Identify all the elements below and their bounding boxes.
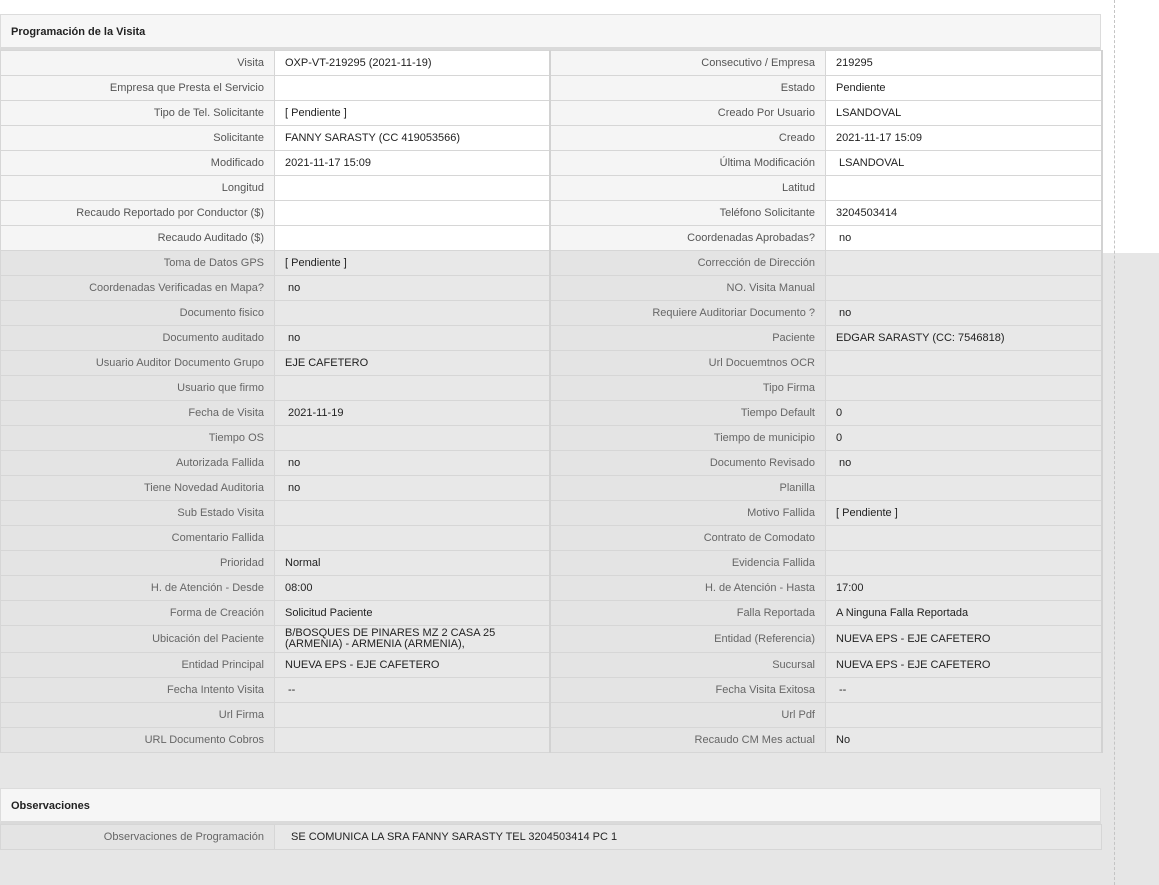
- field-value: [275, 176, 550, 201]
- field-label: Url Pdf: [550, 703, 826, 728]
- field-row: [1, 301, 1102, 326]
- field-value: Solicitud Paciente: [275, 601, 550, 626]
- field-row: [1, 451, 1102, 476]
- field-value: 2021-11-17 15:09: [826, 126, 1102, 151]
- field-label: Coordenadas Aprobadas?: [550, 226, 826, 251]
- field-value: 2021-11-19: [275, 401, 550, 426]
- field-value: NUEVA EPS - EJE CAFETERO: [826, 626, 1102, 653]
- field-row: [1, 76, 1102, 101]
- field-row: [1, 251, 1102, 276]
- field-value: [826, 526, 1102, 551]
- field-label: H. de Atención - Desde: [1, 576, 275, 601]
- field-value: no: [275, 326, 550, 351]
- field-value: [826, 176, 1102, 201]
- field-row: [1, 551, 1102, 576]
- field-value: [275, 526, 550, 551]
- field-row: [1, 101, 1102, 126]
- field-value: 3204503414: [826, 201, 1102, 226]
- field-label: H. de Atención - Hasta: [550, 576, 826, 601]
- programacion-header: Programación de la Visita: [0, 14, 1101, 50]
- field-label: Tipo de Tel. Solicitante: [1, 101, 275, 126]
- field-row: [1, 401, 1102, 426]
- field-label: Consecutivo / Empresa: [550, 51, 826, 76]
- observaciones-label: Observaciones de Programación: [1, 825, 275, 850]
- field-row: [1, 728, 1102, 753]
- field-label: Latitud: [550, 176, 826, 201]
- field-row: [1, 176, 1102, 201]
- field-label: Planilla: [550, 476, 826, 501]
- field-value: [275, 501, 550, 526]
- field-value: [826, 276, 1102, 301]
- field-label: URL Documento Cobros: [1, 728, 275, 753]
- field-value: Normal: [275, 551, 550, 576]
- field-value: [275, 728, 550, 753]
- field-label: Modificado: [1, 151, 275, 176]
- field-value: [275, 226, 550, 251]
- field-row: [1, 376, 1102, 401]
- field-value: [ Pendiente ]: [275, 251, 550, 276]
- field-value: [275, 76, 550, 101]
- field-label: Última Modificación: [550, 151, 826, 176]
- field-label: Tiempo de municipio: [550, 426, 826, 451]
- field-row: [1, 653, 1102, 678]
- field-value: 08:00: [275, 576, 550, 601]
- field-label: NO. Visita Manual: [550, 276, 826, 301]
- field-label: Entidad Principal: [1, 653, 275, 678]
- field-value: [826, 551, 1102, 576]
- field-row: [1, 351, 1102, 376]
- field-value: --: [826, 678, 1102, 703]
- field-label: Fecha Intento Visita: [1, 678, 275, 703]
- field-label: Sucursal: [550, 653, 826, 678]
- field-label: Ubicación del Paciente: [1, 626, 275, 653]
- field-label: Recaudo CM Mes actual: [550, 728, 826, 753]
- field-row: [1, 526, 1102, 551]
- field-label: Documento auditado: [1, 326, 275, 351]
- field-label: Paciente: [550, 326, 826, 351]
- field-value: [826, 376, 1102, 401]
- field-label: Tiene Novedad Auditoria: [1, 476, 275, 501]
- field-label: Usuario Auditor Documento Grupo: [1, 351, 275, 376]
- field-value: [275, 376, 550, 401]
- field-value: No: [826, 728, 1102, 753]
- field-label: Entidad (Referencia): [550, 626, 826, 653]
- field-value: Pendiente: [826, 76, 1102, 101]
- field-label: Recaudo Reportado por Conductor ($): [1, 201, 275, 226]
- field-value: 2021-11-17 15:09: [275, 151, 550, 176]
- field-label: Comentario Fallida: [1, 526, 275, 551]
- field-label: Solicitante: [1, 126, 275, 151]
- field-value: LSANDOVAL: [826, 101, 1102, 126]
- field-value: 219295: [826, 51, 1102, 76]
- programacion-panel: [0, 14, 1101, 753]
- field-label: Empresa que Presta el Servicio: [1, 76, 275, 101]
- field-label: Longitud: [1, 176, 275, 201]
- field-value: no: [275, 276, 550, 301]
- field-value: FANNY SARASTY (CC 419053566): [275, 126, 550, 151]
- field-label: Evidencia Fallida: [550, 551, 826, 576]
- observaciones-header: Observaciones: [0, 788, 1101, 824]
- field-value: EJE CAFETERO: [275, 351, 550, 376]
- field-label: Tiempo OS: [1, 426, 275, 451]
- field-label: Creado Por Usuario: [550, 101, 826, 126]
- field-row: [1, 703, 1102, 728]
- field-row: [1, 226, 1102, 251]
- field-row: [1, 126, 1102, 151]
- dashed-divider: [1114, 0, 1115, 885]
- field-label: Estado: [550, 76, 826, 101]
- field-value: NUEVA EPS - EJE CAFETERO: [826, 653, 1102, 678]
- field-value: [275, 201, 550, 226]
- programacion-table: [0, 50, 1103, 753]
- observaciones-value: SE COMUNICA LA SRA FANNY SARASTY TEL 3204503414 PC 1: [275, 825, 1102, 850]
- field-row: [1, 201, 1102, 226]
- field-value: --: [275, 678, 550, 703]
- field-label: Forma de Creación: [1, 601, 275, 626]
- field-label: Url Firma: [1, 703, 275, 728]
- field-label: Visita: [1, 51, 275, 76]
- field-row: [1, 678, 1102, 703]
- field-label: Recaudo Auditado ($): [1, 226, 275, 251]
- field-label: Toma de Datos GPS: [1, 251, 275, 276]
- field-value: no: [275, 476, 550, 501]
- programacion-rows: [1, 51, 1102, 753]
- field-row: [1, 276, 1102, 301]
- field-label: Coordenadas Verificadas en Mapa?: [1, 276, 275, 301]
- field-value: [826, 351, 1102, 376]
- field-row: [1, 626, 1102, 653]
- field-value: no: [826, 301, 1102, 326]
- field-label: Documento Revisado: [550, 451, 826, 476]
- field-value: [826, 251, 1102, 276]
- observaciones-table: [0, 824, 1102, 850]
- field-label: Sub Estado Visita: [1, 501, 275, 526]
- field-label: Falla Reportada: [550, 601, 826, 626]
- field-value: NUEVA EPS - EJE CAFETERO: [275, 653, 550, 678]
- field-row: [1, 51, 1102, 76]
- field-label: Motivo Fallida: [550, 501, 826, 526]
- field-value: A Ninguna Falla Reportada: [826, 601, 1102, 626]
- field-value: [275, 301, 550, 326]
- observaciones-panel: [0, 788, 1101, 850]
- field-value: [826, 476, 1102, 501]
- field-value: [ Pendiente ]: [275, 101, 550, 126]
- field-row: [1, 501, 1102, 526]
- field-value: [275, 703, 550, 728]
- field-label: Url Docuemtnos OCR: [550, 351, 826, 376]
- field-label: Tiempo Default: [550, 401, 826, 426]
- field-value: LSANDOVAL: [826, 151, 1102, 176]
- field-row: [1, 426, 1102, 451]
- field-value: B/BOSQUES DE PINARES MZ 2 CASA 25 (ARMENIA) - ARMENIA (ARMENIA),: [275, 626, 550, 653]
- field-label: Corrección de Dirección: [550, 251, 826, 276]
- field-label: Documento fisico: [1, 301, 275, 326]
- field-label: Fecha de Visita: [1, 401, 275, 426]
- field-row: [1, 151, 1102, 176]
- field-label: Requiere Auditoriar Documento ?: [550, 301, 826, 326]
- field-value: EDGAR SARASTY (CC: 7546818): [826, 326, 1102, 351]
- field-row: [1, 576, 1102, 601]
- field-value: no: [275, 451, 550, 476]
- field-label: Contrato de Comodato: [550, 526, 826, 551]
- field-label: Autorizada Fallida: [1, 451, 275, 476]
- field-value: 0: [826, 426, 1102, 451]
- field-row: [1, 601, 1102, 626]
- field-value: 0: [826, 401, 1102, 426]
- field-label: Prioridad: [1, 551, 275, 576]
- field-value: [275, 426, 550, 451]
- field-value: [826, 703, 1102, 728]
- field-value: no: [826, 451, 1102, 476]
- field-label: Usuario que firmo: [1, 376, 275, 401]
- field-label: Teléfono Solicitante: [550, 201, 826, 226]
- field-label: Creado: [550, 126, 826, 151]
- field-label: Tipo Firma: [550, 376, 826, 401]
- field-value: no: [826, 226, 1102, 251]
- field-row: [1, 326, 1102, 351]
- field-label: Fecha Visita Exitosa: [550, 678, 826, 703]
- field-row: [1, 476, 1102, 501]
- field-value: [ Pendiente ]: [826, 501, 1102, 526]
- field-value: 17:00: [826, 576, 1102, 601]
- field-value: OXP-VT-219295 (2021-11-19): [275, 51, 550, 76]
